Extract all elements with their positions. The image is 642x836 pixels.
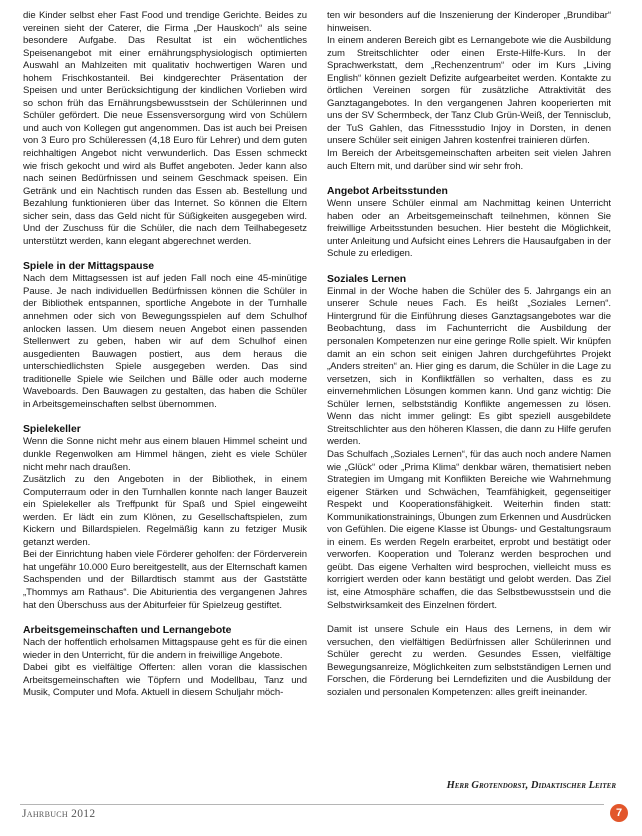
paragraph-angebot-arbeitsstunden: Wenn unsere Schüler einmal am Nachmittag keinen Unterricht haben oder an Arbeitsgemeinschaft teilnehmen, können Sie freiwillige Arbeitsstunden besuchen. Hier besteht die Möglichkeit, unter Anleitung und Aufsicht eines Lehrers die Hausaufgaben in der Schule zu erledigen. [327,198,611,260]
heading-spiele-mittagspause: Spiele in der Mittagspause [23,261,155,273]
right-intro-paragraph-2: In einem anderen Bereich gibt es Lernangebote wie die Ausbildung zum Streitschlichter oder einen Erste-Hilfe-Kurs. In der Sprachwerkstatt, dem „Rechenzentrum“ oder im Kurs „Living English“ können gezielt Defizite aufgearbeitet werden. Kontakte zu örtlichen Vereinen sorgen für zusätzliche Attraktivität des Ganztagangebotes. In den vergangenen Jahren kooperierten mit uns der SV Schermbeck, der Tanz Club Grün-Weiß, der Tennisclub, der TuS Gahlen, das Fitnessstudio Injoy in Dorsten, in denen unsere Schüler seit einigen Jahren kostenfrei trainieren dürfen. [327,35,611,147]
right-intro-paragraph-1: ten wir besonders auf die Inszenierung der Kinderoper „Brundibar“ hinweisen. [327,10,611,34]
paragraph-soziales-lernen-2: Das Schulfach „Soziales Lernen“, für das auch noch andere Namen wie „Glück“ oder „Prima Klima“ denkbar wären, thematisiert neben Strategien im Umgang mit Konflikten Bereiche wie Wahrnehmung eigener Stärken und Schwächen, Teamfähigkeit, gegenseitiger Respekt und Kooperationsfähigkeit. Weiterhin finden statt: Kommunikationstrainings, Übungen zum Erkennen und Ausdrücken von Gefühlen. Die eigene Klasse ist Übungs- und Gestaltungsraum in einem. Es werden Regeln erarbeitet, erprobt und bestätigt oder verworfen. Kooperation und Toleranz werden besprochen und geübt. Das eigene Verhalten wird besprochen, vielleicht muss es korrigiert werden oder kann bestätigt und gelobt werden. Das Ziel ist, eine Atmosphäre schaffen, die das Selbstbewusstsein und die Selbstwirksamkeit des Einzelnen fördert. [327,448,611,611]
author-signature: Herr Grotendorst, Didaktischer Leiter [446,780,616,791]
page-number-badge: 7 [610,804,628,822]
right-column [327,10,611,699]
left-column [23,10,307,700]
heading-spielekeller: Spielekeller [23,424,81,436]
paragraph-closing: Damit ist unsere Schule ein Haus des Lernens, in dem wir versuchen, den vielfältigen Bedürfnissen aller Schülerinnen und Schüler gerecht zu werden. Gesundes Essen, vielfältige Bewegungsanreize, Möglichkeiten zum selbstständigen Lernen und Forschen, die Förderung bei Lerndefiziten und die Ausbildung der sozialen und personalen Kompetenzen: alles greift ineinander. [327,624,611,698]
paragraph-spielekeller-3: Bei der Einrichtung haben viele Förderer geholfen: der Förderverein hat ungefähr 10.000 Euro bereitgestellt, aus der Elternschaft kamen Sachspenden und der Billardtisch stammt aus der Gaststätte „Thommys am Rathaus“. Die Abiturientia des vergangenen Jahres hat den Überschuss aus der Abiturfeier für Spielzeug gestiftet. [23,549,307,611]
left-intro-paragraph: die Kinder selbst eher Fast Food und trendige Gerichte. Beides zu vereinen sieht der Caterer, die Firma „Der Hauskoch“ als seine besondere Aufgabe. Das Resultat ist ein wöchentliches Speisenangebot mit einer ernährungsphysiologisch optimierten Auswahl an Mahlzeiten mit qualitativ hochwertigen Waren und hohem Frischkostanteil. Bei kindgerechter Präsentation der Speisen und unter Berücksichtigung der kindlichen Vorlieben wird so schon früh das Ernährungsbewusstsein der Schülerinnen und Schüler gefördert. Die neue Essensversorgung wird von Schülern und auch von Kollegen gut angenommen. Das ist auch bei Preisen von 3 Euro pro Schüleressen (4,18 Euro für Lehrer) und dem guten reichhaltigen Angebot nicht verwunderlich. Das Essen schmeckt wie frisch gekocht und wird als Buffet angeboten. Jeder kann also nach seinen Bedürfnissen und seinem Geschmack speisen. Ein Getränk und ein Nachtisch runden das Essen ab. Bestellung und Bezahlung funktionieren über das Internet. So können die Eltern sicher sein, dass das Geld nicht für Süßigkeiten ausgegeben wird. Und der Zuschuss für die Schüler, die nach dem Teilhabegesetz unterstützt werden, kann elegant abgerechnet werden. [23,10,307,247]
publication-title: Jahrbuch 2012 [22,808,96,820]
paragraph-spielekeller-1: Wenn die Sonne nicht mehr aus einem blauen Himmel scheint und dunkle Regenwolken am Himmel hängen, zieht es viele Schüler nicht mehr nach draußen. [23,436,307,473]
footer-divider [20,804,604,805]
paragraph-soziales-lernen-1: Einmal in der Woche haben die Schüler des 5. Jahrgangs ein an unserer Schule neues Fach. Es heißt „Soziales Lernen“. Hintergrund für die Einführung dieses Ganztagsangebotes war die Beobachtung, dass im Fachunterricht die Ausbildung der personalen Kompetenzen nur eine geringe Rolle spielt. Wir knüpfen damit an ein schon seit einigen Jahren durchgeführtes Projekt „Anders streiten“ an. Hier ging es darum, die Schüler in die Lage zu versetzen, sich in Konfliktfällen so verhalten, dass es zu einvernehmlichen Lösungen kommen kann. Und ganz wichtig: Die Schüler lernen, selbstständig Konflikte angemessen zu lösen. Wenn das nicht immer gelingt: Es gibt speziell ausgebildete Streitschlichter aus den höheren Klassen, die dann zu Hilfe gerufen werden. [327,285,611,448]
heading-soziales-lernen: Soziales Lernen [327,273,407,285]
paragraph-spiele-mittagspause: Nach dem Mittagsessen ist auf jeden Fall noch eine 45-minütige Pause. Je nach individuellen Bedürfnissen können die Schüler in der Bibliothek entspannen, sportliche Angebote in der Turnhalle annehmen oder sich von Bewegungsspielen auf dem Schulhof anlocken lassen. Um diesem neuen Angebot einen passenden Stellenwert zu geben, haben wir auf dem Schulhof einen ausgedienten Bauwagen postiert, aus dem heraus die unterschiedlichsten Spiele ausgegeben werden. Das sind traditionelle Spiele wie Seilchen und Bälle oder auch moderne Waveboards. Den Bauwagen zu gestalten, das haben die Schüler in Arbeitsgemeinschaften selbst übernommen. [23,273,307,410]
paragraph-spielekeller-2: Zusätzlich zu den Angeboten in der Bibliothek, in einem Computerraum oder in den Turnhallen konnte nach langer Bauzeit ein Spielekeller als Treffpunkt für Spaß und Spiel eingeweiht werden. Er lädt ein zum Klönen, zu Gesellschaftspielen, zum Kickern und Billardspielen. Regelmäßig kann zu fetziger Musik getanzt werden. [23,474,307,548]
heading-arbeitsgemeinschaften: Arbeitsgemeinschaften und Lernangebote [23,625,232,637]
paragraph-arbeitsgemeinschaften-1: Nach der hoffentlich erholsamen Mittagspause geht es für die einen wieder in den Unterricht, für die andern in freiwillige Angebote. [23,637,307,661]
right-intro-paragraph-3: Im Bereich der Arbeitsgemeinschaften arbeiten seit vielen Jahren auch Eltern mit, und darüber sind wir sehr froh. [327,148,611,172]
heading-angebot-arbeitsstunden: Angebot Arbeitsstunden [327,186,448,198]
paragraph-arbeitsgemeinschaften-2: Dabei gibt es vielfältige Offerten: allen voran die klassischen Arbeitsgemeinschaften wie Töpfern und Modellbau, Tanz und Musik, Computer und Mofa. Aktuell in diesem Schuljahr möch- [23,662,307,699]
